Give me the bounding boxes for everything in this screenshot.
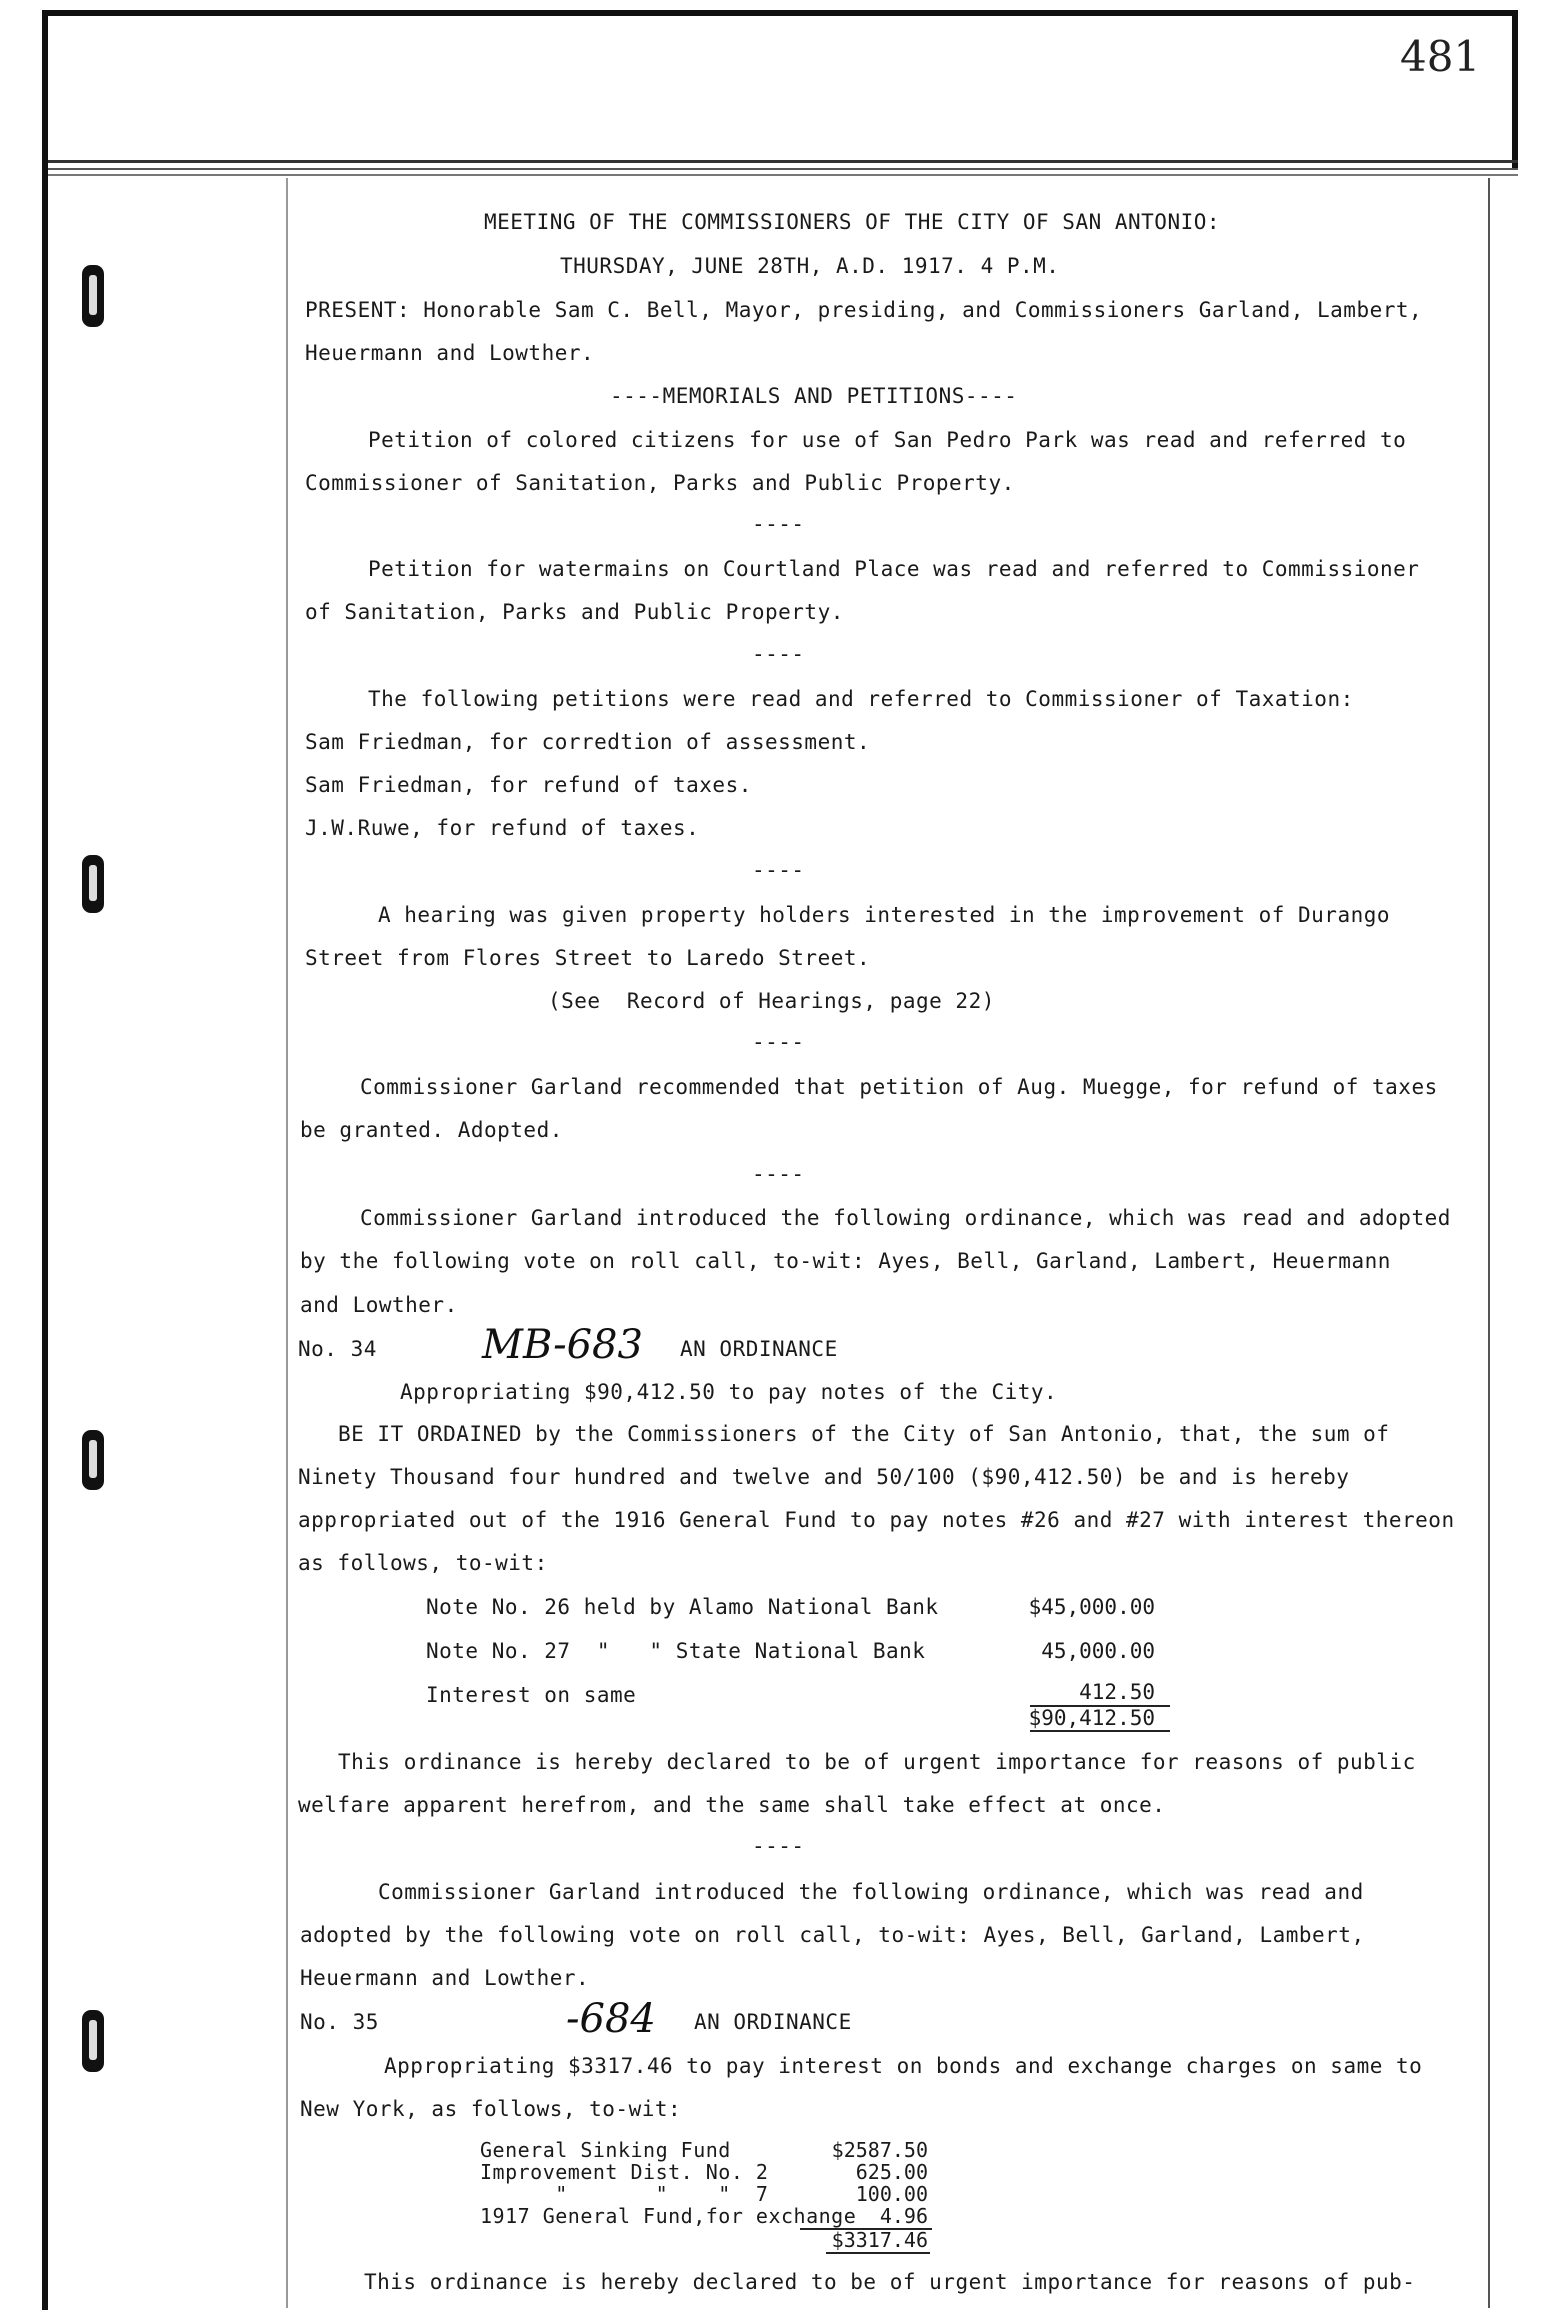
recommendation-text: Commissioner Garland recommended that petition of Aug. Muegge, for refund of taxes — [360, 1075, 1438, 1099]
appropriation-item-label: Improvement Dist. No. 2 — [480, 2160, 769, 2184]
page-frame-left — [42, 10, 48, 2310]
ordinance-number: No. 35 — [300, 2010, 379, 2034]
left-margin-line — [286, 178, 288, 2308]
petition-text: The following petitions were read and referred to Commissioner of Taxation: — [368, 687, 1354, 711]
appropriation-item-amount: 45,000.00 — [1041, 1639, 1155, 1663]
ordinance-body: appropriated out of the 1916 General Fund to pay notes #26 and #27 with interest thereon — [298, 1508, 1455, 1532]
appropriation-item-amount: 100.00 — [855, 2182, 928, 2206]
binding-hole — [82, 1430, 104, 1490]
appropriation-total: $3317.46 — [831, 2228, 928, 2252]
petition-text: of Sanitation, Parks and Public Property. — [305, 600, 844, 624]
appropriation-item-amount: $2587.50 — [831, 2138, 928, 2162]
binding-hole — [82, 2010, 104, 2072]
separator: ---- — [752, 512, 805, 536]
ordinance-body: as follows, to-wit: — [298, 1551, 548, 1575]
hearing-text: A hearing was given property holders interested in the improvement of Durango — [378, 903, 1391, 927]
appropriation-item-label: Note No. 27 " " State National Bank — [426, 1639, 926, 1663]
ordinance-intro: adopted by the following vote on roll call, to-wit: Ayes, Bell, Garland, Lambert, — [300, 1923, 1365, 1947]
ordinance-closing: This ordinance is hereby declared to be of urgent importance for reasons of public — [338, 1750, 1416, 1774]
section-heading: ----MEMORIALS AND PETITIONS---- — [610, 384, 1018, 408]
appropriation-item-label: General Sinking Fund — [480, 2138, 731, 2162]
appropriation-item-amount: $45,000.00 — [1028, 1595, 1155, 1619]
ordinance-intro: by the following vote on roll call, to-wit: Ayes, Bell, Garland, Lambert, Heuermann — [300, 1249, 1391, 1273]
appropriation-item-label: Note No. 26 held by Alamo National Bank — [426, 1595, 939, 1619]
petition-item: J.W.Ruwe, for refund of taxes. — [305, 816, 700, 840]
ordinance-number: No. 34 — [298, 1337, 377, 1361]
header-rule — [48, 168, 1518, 170]
ordinance-intro: Commissioner Garland introduced the following ordinance, which was read and adopted — [360, 1206, 1451, 1230]
ordinance-closing: welfare apparent herefrom, and the same shall take effect at once. — [298, 1793, 1166, 1817]
petition-text: Commissioner of Sanitation, Parks and Public Property. — [305, 471, 1015, 495]
present-line: PRESENT: Honorable Sam C. Bell, Mayor, presiding, and Commissioners Garland, Lambert, — [305, 298, 1423, 322]
hearing-text: Street from Flores Street to Laredo Street. — [305, 946, 871, 970]
header-rule — [48, 174, 1518, 176]
total-underline — [1030, 1730, 1170, 1732]
hearing-reference: (See Record of Hearings, page 22) — [548, 989, 995, 1013]
handwritten-annotation: MB-683 — [482, 1322, 643, 1368]
ordinance-label: AN ORDINANCE — [680, 1337, 838, 1361]
binding-hole — [82, 855, 104, 913]
meeting-date: THURSDAY, JUNE 28TH, A.D. 1917. 4 P.M. — [560, 254, 1060, 278]
ordinance-caption: New York, as follows, to-wit: — [300, 2097, 682, 2121]
appropriation-item-amount: 4.96 — [879, 2204, 928, 2228]
ordinance-closing: This ordinance is hereby declared to be of urgent importance for reasons of pub- — [364, 2270, 1416, 2294]
ordinance-intro: Commissioner Garland introduced the following ordinance, which was read and — [378, 1880, 1364, 1904]
page-frame-top — [42, 10, 1517, 16]
right-margin-line — [1488, 178, 1490, 2308]
separator: ---- — [752, 1834, 805, 1858]
separator: ---- — [752, 858, 805, 882]
appropriation-item-amount: 412.50 — [1079, 1680, 1155, 1704]
meeting-title: MEETING OF THE COMMISSIONERS OF THE CITY OF SAN ANTONIO: — [484, 210, 1221, 234]
appropriation-item-label: 1917 General Fund,for exchange — [480, 2204, 857, 2228]
present-line: Heuermann and Lowther. — [305, 341, 595, 365]
header-rule — [48, 160, 1518, 163]
total-underline — [826, 2252, 930, 2254]
appropriation-item-label: " " " 7 — [480, 2182, 769, 2206]
ordinance-intro: Heuermann and Lowther. — [300, 1966, 590, 1990]
petition-item: Sam Friedman, for refund of taxes. — [305, 773, 752, 797]
ordinance-intro: and Lowther. — [300, 1293, 458, 1317]
petition-text: Petition of colored citizens for use of San Pedro Park was read and referred to — [368, 428, 1407, 452]
petition-text: Petition for watermains on Courtland Place was read and referred to Commissioner — [368, 557, 1420, 581]
binding-hole — [82, 265, 104, 327]
page-number: 481 — [1400, 32, 1481, 81]
separator: ---- — [752, 1162, 805, 1186]
ordinance-label: AN ORDINANCE — [694, 2010, 852, 2034]
ordinance-caption: Appropriating $90,412.50 to pay notes of the City. — [400, 1380, 1058, 1404]
petition-item: Sam Friedman, for corredtion of assessment. — [305, 730, 871, 754]
appropriation-item-label: Interest on same — [426, 1683, 637, 1707]
handwritten-annotation: -684 — [566, 1996, 656, 2042]
separator: ---- — [752, 642, 805, 666]
recommendation-text: be granted. Adopted. — [300, 1118, 563, 1142]
appropriation-total: $90,412.50 — [1028, 1706, 1155, 1730]
separator: ---- — [752, 1030, 805, 1054]
appropriation-item-amount: 625.00 — [855, 2160, 928, 2184]
page-frame-right — [1512, 10, 1518, 170]
ordinance-caption: Appropriating $3317.46 to pay interest on bonds and exchange charges on same to — [384, 2054, 1423, 2078]
ordinance-body: Ninety Thousand four hundred and twelve and 50/100 ($90,412.50) be and is hereby — [298, 1465, 1350, 1489]
ordinance-body: BE IT ORDAINED by the Commissioners of the City of San Antonio, that, the sum of — [338, 1422, 1390, 1446]
